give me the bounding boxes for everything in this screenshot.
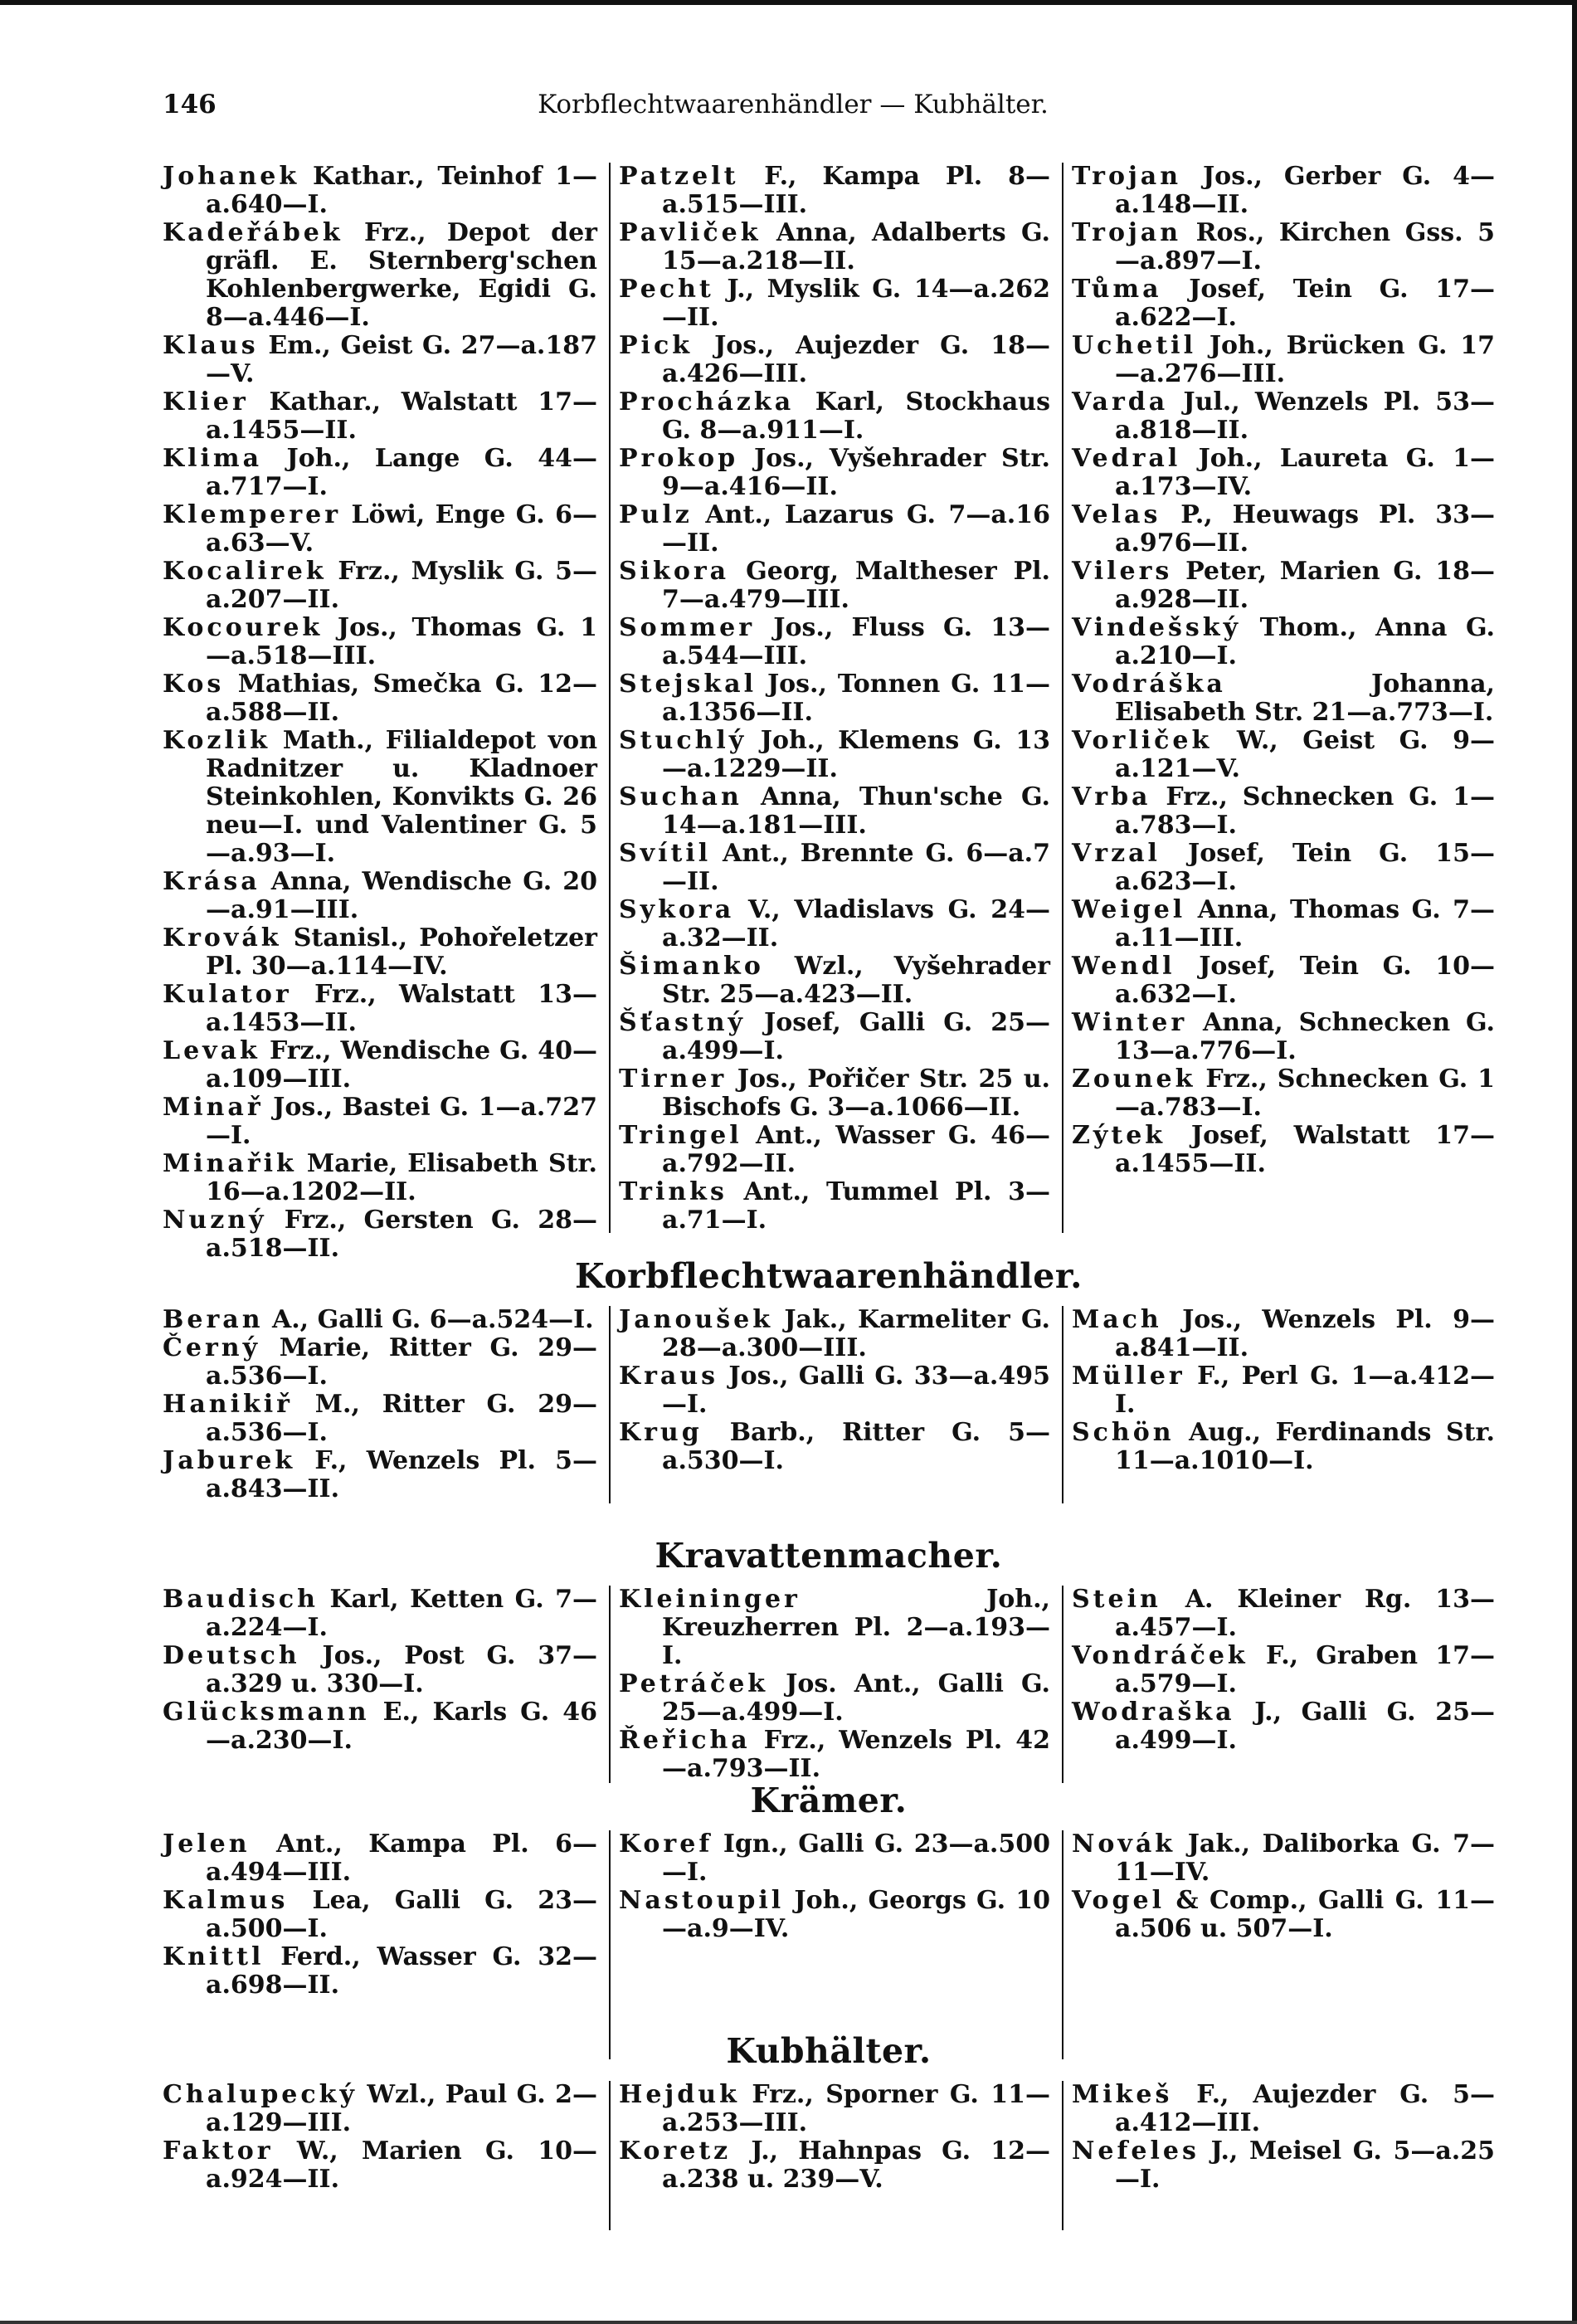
entry-details: Jos., Fluss G. 13—a.544—III. [662, 613, 1050, 670]
directory-entry [619, 388, 1050, 445]
directory-entry [619, 558, 1050, 614]
entry-details: Anna, Adalberts G. 15—a.218—II. [662, 218, 1051, 275]
entry-details: Math., Filialdepot von Radnitzer u. Kladnoer Steinkohlen, Konvikts G. 26 neu—I. und Valentiner G. 5—a.93—I. [206, 726, 598, 868]
entry-details: J., Galli G. 25—a.499—I. [1115, 1698, 1495, 1755]
entry-details: Frz., Wendische G. 40—a.109—III. [206, 1036, 597, 1094]
entry-surname: Trojan [1072, 218, 1182, 247]
entry-surname: Pecht [619, 275, 714, 304]
entry-details: J., Myslik G. 14—a.262—II. [662, 275, 1050, 332]
entry-details: Josef, Galli G. 25—a.499—I. [662, 1008, 1050, 1065]
directory-entry [1072, 614, 1495, 670]
directory-entry [163, 1642, 597, 1698]
directory-entry [1072, 1586, 1495, 1642]
directory-entry [1072, 1419, 1495, 1475]
entry-surname: Stuchlý [619, 726, 747, 755]
directory-entry [163, 445, 597, 501]
entry-details: Jos., Gerber G. 4—a.148—II. [1115, 162, 1495, 219]
directory-entry [619, 1419, 1050, 1475]
entry-details: & Comp., Galli G. 11—a.506 u. 507—I. [1115, 1886, 1495, 1943]
entry-surname: Sykora [619, 895, 735, 924]
entry-details: Aug., Ferdinands Str. 11—a.1010—I. [1115, 1418, 1495, 1475]
directory-entry [1072, 670, 1495, 727]
entry-details: Jos., Post G. 37—a.329 u. 330—I. [206, 1641, 597, 1698]
entry-details: Jul., Wenzels Pl. 53—a.818—II. [1115, 387, 1495, 445]
entry-surname: Wodraška [1072, 1698, 1235, 1727]
scan-border-right [1572, 0, 1577, 2324]
entry-surname: Klima [163, 444, 263, 473]
entry-surname: Vrba [1072, 782, 1151, 811]
directory-column-3 [1062, 1830, 1495, 2059]
entry-details: Wzl., Paul G. 2—a.129—III. [206, 2080, 597, 2137]
entry-details: Frz., Wenzels Pl. 42—a.793—II. [662, 1726, 1050, 1783]
entry-details: Jos. Ant., Galli G. 25—a.499—I. [662, 1669, 1050, 1727]
directory-column-3 [1062, 1306, 1495, 1503]
directory-entry [163, 1698, 597, 1755]
section-4 [163, 1781, 1495, 2059]
entry-details: Stanisl., Pohořeletzer Pl. 30—a.114—IV. [206, 923, 597, 981]
entry-surname: Klier [163, 387, 249, 417]
entry-details: P., Heuwags Pl. 33—a.976—II. [1115, 500, 1495, 558]
entry-details: Frz., Sporner G. 11—a.253—III. [662, 2080, 1050, 2137]
directory-entry [619, 2137, 1050, 2194]
entry-surname: Schön [1072, 1418, 1175, 1447]
entry-details: Peter, Marien G. 18—a.928—II. [1115, 557, 1495, 614]
directory-entry [1072, 332, 1495, 388]
entry-surname: Vodráška [1072, 670, 1226, 699]
entry-surname: Wendl [1072, 952, 1175, 981]
directory-entry [163, 501, 597, 558]
directory-entry [163, 1586, 597, 1642]
entry-details: Jos., Bastei G. 1—a.727—I. [206, 1093, 597, 1150]
entry-surname: Řeřicha [619, 1726, 751, 1755]
directory-entry [619, 1830, 1050, 1887]
directory-column-2 [609, 2081, 1050, 2230]
entry-details: Jak., Karmeliter G. 28—a.300—III. [662, 1305, 1050, 1362]
entry-details: Ant., Tummel Pl. 3—a.71—I. [662, 1177, 1050, 1235]
directory-entry [163, 1334, 597, 1391]
entry-details: Anna, Thun'sche G. 14—a.181—III. [662, 782, 1050, 840]
directory-entry [163, 2081, 597, 2137]
directory-entry [1072, 2081, 1495, 2137]
directory-entry [163, 1037, 597, 1094]
entry-surname: Prokop [619, 444, 739, 473]
entry-surname: Trojan [1072, 162, 1182, 191]
entry-surname: Minařik [163, 1149, 297, 1178]
entry-details: Karl, Ketten G. 7—a.224—I. [206, 1585, 597, 1642]
directory-entry [619, 163, 1050, 219]
entry-surname: Faktor [163, 2136, 274, 2166]
entry-details: E., Karls G. 46—a.230—I. [206, 1698, 597, 1755]
directory-entry [1072, 1830, 1495, 1887]
page-header [163, 90, 1424, 129]
entry-surname: Vrzal [1072, 839, 1161, 868]
entry-surname: Kocalirek [163, 557, 327, 586]
entry-surname: Knittl [163, 1942, 265, 1971]
entry-surname: Klemperer [163, 500, 342, 529]
entry-details: F., Kampa Pl. 8—a.515—III. [662, 162, 1050, 219]
directory-column-1 [163, 2081, 597, 2230]
entry-surname: Stein [1072, 1585, 1161, 1614]
entry-surname: Kulator [163, 980, 292, 1009]
directory-entry [1072, 501, 1495, 558]
directory-entry [619, 1306, 1050, 1362]
directory-entry [1072, 1698, 1495, 1755]
directory-entry [163, 219, 597, 332]
entry-surname: Jelen [163, 1829, 251, 1859]
entry-details: Georg, Maltheser Pl. 7—a.479—III. [662, 557, 1051, 614]
entry-surname: Procházka [619, 387, 795, 417]
directory-entry [163, 981, 597, 1037]
directory-entry [619, 840, 1050, 896]
entry-surname: Vilers [1072, 557, 1173, 586]
directory-entry [163, 332, 597, 388]
entry-details: Wzl., Vyšehrader Str. 25—a.423—II. [662, 952, 1050, 1009]
directory-entry [619, 1178, 1050, 1235]
entry-surname: Uchetil [1072, 331, 1196, 360]
entry-details: Frz., Schnecken G. 1—a.783—I. [1115, 1065, 1495, 1122]
entry-details: Thom., Anna G. a.210—I. [1115, 613, 1495, 670]
entry-surname: Koretz [619, 2136, 732, 2166]
directory-entry [1072, 896, 1495, 952]
entry-surname: Zounek [1072, 1065, 1196, 1094]
entry-details: Marie, Ritter G. 29—a.536—I. [206, 1333, 597, 1391]
entry-surname: Levak [163, 1036, 260, 1065]
directory-entry [1072, 1065, 1495, 1122]
directory-entry [163, 868, 597, 924]
directory-entry [1072, 2137, 1495, 2194]
entry-details: Anna, Thomas G. 7—a.11—III. [1115, 895, 1495, 952]
directory-entry [619, 501, 1050, 558]
section-heading: Kubhälter. [726, 2031, 932, 2071]
entry-surname: Krása [163, 867, 260, 896]
entry-surname: Zýtek [1072, 1121, 1166, 1150]
entry-surname: Svítil [619, 839, 712, 868]
directory-entry [1072, 1306, 1495, 1362]
directory-entry [163, 1830, 597, 1887]
directory-entry [1072, 1009, 1495, 1065]
directory-entry [1072, 558, 1495, 614]
entry-details: Löwi, Enge G. 6—a.63—V. [206, 500, 597, 558]
page-number: 146 [163, 90, 217, 119]
directory-entry [1072, 727, 1495, 783]
running-title: Korbflechtwaarenhändler — Kubhälter. [538, 90, 1049, 119]
directory-entry [1072, 445, 1495, 501]
entry-surname: Mach [1072, 1305, 1162, 1334]
directory-entry [163, 2137, 597, 2194]
entry-details: Ant., Brennte G. 6—a.7—II. [662, 839, 1050, 896]
directory-entry [619, 1586, 1050, 1670]
entry-details: Joh., Klemens G. 13—a.1229—II. [662, 726, 1050, 783]
directory-entry [619, 1009, 1050, 1065]
entry-details: Josef, Tein G. 15—a.623—I. [1115, 839, 1495, 896]
directory-entry [619, 1670, 1050, 1727]
entry-details: F., Aujezder G. 5—a.412—III. [1115, 2080, 1495, 2137]
directory-entry [163, 388, 597, 445]
entry-surname: Stejskal [619, 670, 757, 699]
entry-surname: Sikora [619, 557, 730, 586]
entry-details: Jos., Pořičer Str. 25 u. Bischofs G. 3—a.1066—II. [662, 1065, 1050, 1122]
entry-surname: Vorliček [1072, 726, 1213, 755]
entry-details: Anna, Schnecken G. 13—a.776—I. [1115, 1008, 1495, 1065]
entry-details: M., Ritter G. 29—a.536—I. [206, 1390, 597, 1447]
entry-surname: Deutsch [163, 1641, 300, 1670]
directory-entry [1072, 275, 1495, 332]
entry-details: Em., Geist G. 27—a.187—V. [206, 331, 597, 388]
entry-details: Ant., Wasser G. 46—a.792—II. [662, 1121, 1050, 1178]
directory-entry [163, 670, 597, 727]
entry-surname: Krovák [163, 923, 282, 952]
entry-details: Joh., Kreuzherren Pl. 2—a.193—I. [662, 1585, 1050, 1670]
entry-surname: Janoušek [619, 1305, 774, 1334]
entry-details: W., Marien G. 10—a.924—II. [206, 2136, 597, 2194]
directory-entry [619, 1727, 1050, 1783]
directory-entry [619, 952, 1050, 1009]
directory-column-1 [163, 1306, 597, 1503]
entry-surname: Beran [163, 1305, 264, 1334]
directory-entry [163, 1447, 597, 1503]
directory-entry [163, 614, 597, 670]
entry-surname: Nefeles [1072, 2136, 1200, 2166]
directory-column-3 [1062, 163, 1495, 1233]
entry-surname: Kadeřábek [163, 218, 343, 247]
directory-entry [619, 275, 1050, 332]
entry-surname: Suchan [619, 782, 742, 811]
directory-entry [1072, 1887, 1495, 1943]
directory-entry [163, 1206, 597, 1263]
entry-details: Frz., Depot der gräfl. E. Sternberg'schen Kohlenbergwerke, Egidi G. 8—a.446—I. [206, 218, 597, 332]
entry-details: Kathar., Teinhof 1—a.640—I. [206, 162, 597, 219]
directory-entry [163, 1391, 597, 1447]
directory-entry [163, 1887, 597, 1943]
directory-entry [163, 727, 597, 868]
entry-surname: Novák [1072, 1829, 1176, 1859]
directory-entry [1072, 388, 1495, 445]
entry-details: Johanna, Elisabeth Str. 21—a.773—I. [1115, 670, 1495, 727]
entry-details: Frz., Schnecken G. 1—a.783—I. [1115, 782, 1495, 840]
directory-entry [1072, 952, 1495, 1009]
entry-surname: Pick [619, 331, 694, 360]
entry-details: Jos., Vyšehrader Str. 9—a.416—II. [662, 444, 1050, 501]
entry-surname: Weigel [1072, 895, 1186, 924]
entry-details: Joh., Georgs G. 10—a.9—IV. [662, 1886, 1050, 1943]
directory-entry [163, 1150, 597, 1206]
entry-surname: Černý [163, 1333, 261, 1362]
entry-surname: Kos [163, 670, 225, 699]
entry-details: Ferd., Wasser G. 32—a.698—II. [206, 1942, 597, 2000]
entry-details: A. Kleiner Rg. 13—a.457—I. [1115, 1585, 1495, 1642]
entry-surname: Tringel [619, 1121, 742, 1150]
entry-details: V., Vladislavs G. 24—a.32—II. [662, 895, 1050, 952]
entry-surname: Vogel [1072, 1886, 1165, 1915]
entry-details: Joh., Lange G. 44—a.717—I. [206, 444, 597, 501]
entry-details: F., Wenzels Pl. 5—a.843—II. [206, 1446, 597, 1503]
entry-details: Kathar., Walstatt 17—a.1455—II. [206, 387, 597, 445]
entry-details: Frz., Walstatt 13—a.1453—II. [206, 980, 597, 1037]
entry-details: Josef, Walstatt 17—a.1455—II. [1115, 1121, 1496, 1178]
entry-details: Anna, Wendische G. 20—a.91—III. [206, 867, 597, 924]
entry-surname: Hejduk [619, 2080, 740, 2109]
entry-surname: Vindešský [1072, 613, 1242, 642]
directory-entry [1072, 1642, 1495, 1698]
entry-details: Mathias, Smečka G. 12—a.588—II. [206, 670, 598, 727]
directory-entry [163, 558, 597, 614]
entry-surname: Kleininger [619, 1585, 801, 1614]
entry-surname: Trinks [619, 1177, 728, 1206]
entry-details: F., Graben 17—a.579—I. [1115, 1641, 1496, 1698]
directory-column-2 [609, 163, 1050, 1233]
directory-entry [619, 445, 1050, 501]
directory-entry [1072, 840, 1495, 896]
entry-details: A., Galli G. 6—a.524—I. [271, 1305, 594, 1334]
entry-surname: Patzelt [619, 162, 739, 191]
section-3 [163, 1536, 1495, 1783]
entry-surname: Minař [163, 1093, 264, 1122]
entry-details: Josef, Tein G. 10—a.632—I. [1115, 952, 1495, 1009]
entry-details: Jos., Wenzels Pl. 9—a.841—II. [1115, 1305, 1495, 1362]
entry-surname: Tirner [619, 1065, 728, 1094]
entry-surname: Nuzný [163, 1206, 267, 1235]
entry-details: Ant., Lazarus G. 7—a.16—II. [662, 500, 1050, 558]
entry-surname: Jaburek [163, 1446, 296, 1475]
scan-border-bottom [0, 2321, 1577, 2324]
entry-surname: Koref [619, 1829, 713, 1859]
directory-entry [619, 1122, 1050, 1178]
entry-surname: Glücksmann [163, 1698, 370, 1727]
entry-surname: Sommer [619, 613, 756, 642]
entry-details: Frz., Myslik G. 5—a.207—II. [206, 557, 597, 614]
entry-surname: Šťastný [619, 1008, 746, 1037]
entry-surname: Mikeš [1072, 2080, 1173, 2109]
section-heading: Korbflechtwaarenhändler. [575, 1256, 1083, 1296]
entry-surname: Johanek [163, 162, 300, 191]
directory-column-1 [163, 1830, 597, 2059]
entry-surname: Šimanko [619, 952, 764, 981]
entry-surname: Winter [1072, 1008, 1188, 1037]
entry-surname: Vondráček [1072, 1641, 1248, 1670]
entry-details: Barb., Ritter G. 5—a.530—I. [662, 1418, 1050, 1475]
directory-entry [1072, 1362, 1495, 1419]
directory-column-1 [163, 162, 598, 1263]
entry-details: J., Hahnpas G. 12—a.238 u. 239—V. [662, 2136, 1050, 2194]
directory-entry [1072, 1122, 1495, 1178]
entry-details: W., Geist G. 9—a.121—V. [1115, 726, 1495, 783]
entry-details: Karl, Stockhaus G. 8—a.911—I. [662, 387, 1050, 445]
entry-surname: Kocourek [163, 613, 324, 642]
directory-entry [1072, 783, 1495, 840]
directory-column-3 [1062, 1586, 1495, 1783]
entry-surname: Tůma [1072, 275, 1162, 304]
entry-details: Jak., Daliborka G. 7—11—IV. [1115, 1829, 1495, 1887]
entry-details: Jos., Thomas G. 1—a.518—III. [206, 613, 597, 670]
entry-surname: Pavliček [619, 218, 762, 247]
directory-entry [619, 2081, 1050, 2137]
entry-surname: Hanikiř [163, 1390, 293, 1419]
section-heading: Krämer. [750, 1781, 908, 1820]
directory-entry [619, 332, 1050, 388]
entry-surname: Pulz [619, 500, 693, 529]
entry-surname: Baudisch [163, 1585, 319, 1614]
entry-surname: Krug [619, 1418, 703, 1447]
directory-entry [163, 1306, 597, 1334]
entry-surname: Klaus [163, 331, 259, 360]
directory-entry [619, 219, 1050, 275]
entry-surname: Kozlik [163, 726, 271, 755]
directory-entry [619, 614, 1050, 670]
directory-entry [163, 163, 597, 219]
directory-entry [619, 670, 1050, 727]
section-5 [163, 2031, 1495, 2230]
section-1 [163, 162, 1496, 1263]
entry-surname: Vedral [1072, 444, 1181, 473]
entry-details: Ign., Galli G. 23—a.500—I. [662, 1829, 1050, 1887]
directory-column-2 [609, 1830, 1050, 2059]
entry-details: Ros., Kirchen Gss. 5—a.897—I. [1115, 218, 1495, 275]
entry-details: J., Meisel G. 5—a.25—I. [1115, 2136, 1495, 2194]
entry-details: Jos., Aujezder G. 18—a.426—III. [662, 331, 1050, 388]
entry-surname: Nastoupil [619, 1886, 785, 1915]
directory-column-2 [609, 1306, 1050, 1503]
directory-entry [163, 1943, 597, 2000]
directory-entry [1072, 163, 1495, 219]
scan-border-top [0, 0, 1577, 5]
directory-entry [1072, 219, 1495, 275]
entry-surname: Velas [1072, 500, 1161, 529]
entry-details: Joh., Brücken G. 17—a.276—III. [1115, 331, 1495, 388]
directory-column-2 [609, 1586, 1050, 1783]
directory-entry [619, 783, 1050, 840]
entry-details: Josef, Tein G. 17—a.622—I. [1115, 275, 1495, 332]
entry-details: Jos., Galli G. 33—a.495—I. [662, 1362, 1050, 1419]
entry-details: Lea, Galli G. 23—a.500—I. [206, 1886, 598, 1943]
entry-surname: Petráček [619, 1669, 769, 1698]
directory-entry [163, 924, 597, 981]
directory-entry [619, 896, 1050, 952]
directory-entry [619, 1065, 1050, 1122]
directory-column-1 [163, 1586, 597, 1783]
entry-details: Jos., Tonnen G. 11—a.1356—II. [662, 670, 1050, 727]
entry-details: Marie, Elisabeth Str. 16—a.1202—II. [206, 1149, 597, 1206]
directory-entry [163, 1094, 597, 1150]
entry-details: Joh., Laureta G. 1—a.173—IV. [1115, 444, 1496, 501]
entry-surname: Kalmus [163, 1886, 289, 1915]
entry-surname: Varda [1072, 387, 1169, 417]
entry-surname: Chalupecký [163, 2080, 358, 2109]
section-heading: Kravattenmacher. [655, 1536, 1003, 1576]
entry-details: Ant., Kampa Pl. 6—a.494—III. [206, 1829, 597, 1887]
entry-details: F., Perl G. 1—a.412—I. [1115, 1362, 1495, 1419]
directory-entry [619, 1887, 1050, 1943]
entry-details: Frz., Gersten G. 28—a.518—II. [206, 1206, 597, 1263]
directory-entry [619, 1362, 1050, 1419]
directory-column-3 [1062, 2081, 1495, 2230]
section-2 [163, 1256, 1495, 1503]
entry-surname: Kraus [619, 1362, 719, 1391]
entry-surname: Müller [1072, 1362, 1185, 1391]
directory-entry [619, 727, 1050, 783]
